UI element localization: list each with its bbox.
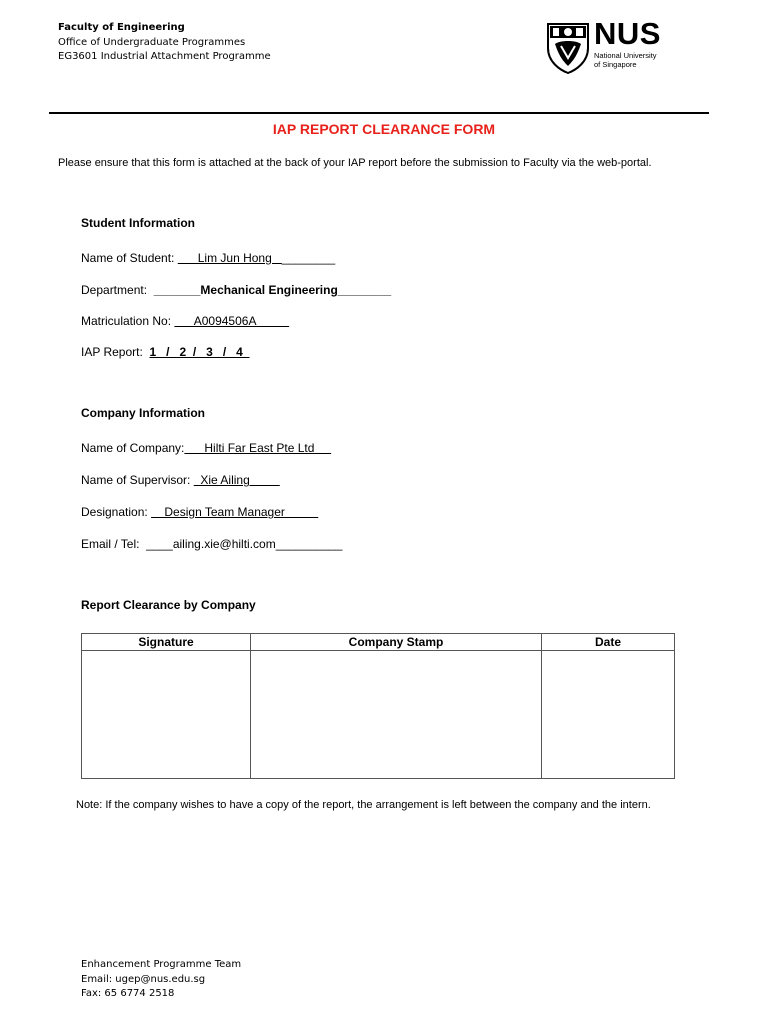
footer-contact [81, 958, 241, 1002]
department-label: Department: [81, 283, 154, 297]
document-header [58, 21, 271, 65]
matric-value[interactable]: A0094506A [174, 314, 290, 328]
signature-column-header: Signature [82, 634, 251, 651]
student-name-value[interactable]: Lim Jun Hong [177, 251, 282, 265]
matric-label: Matriculation No: [81, 314, 175, 328]
company-name-value[interactable]: Hilti Far East Pte Ltd [184, 441, 332, 455]
footer-team: Enhancement Programme Team [81, 959, 242, 970]
designation-row [81, 505, 318, 519]
nus-subtitle-1: National University [594, 51, 657, 60]
footer-email: Email: ugep@nus.edu.sg [81, 973, 206, 985]
matric-row [81, 314, 289, 328]
footer-fax: Fax: 65 6774 2518 [81, 988, 175, 999]
date-cell[interactable] [542, 651, 675, 779]
student-name-label: Name of Student: [81, 251, 178, 265]
email-value[interactable]: ____ailing.xie@hilti.com__________ [146, 537, 343, 551]
supervisor-label: Name of Supervisor: [81, 473, 194, 487]
nus-crest-icon [546, 22, 590, 79]
email-row [81, 537, 342, 551]
student-name-row [81, 251, 335, 265]
date-column-header: Date [542, 634, 675, 651]
note-text: Note: If the company wishes to have a copy of the report, the arrangement is left between the company and the intern. [76, 799, 651, 811]
email-label: Email / Tel: [81, 537, 147, 551]
nus-logo-text [594, 16, 661, 69]
form-instruction: Please ensure that this form is attached at the back of your IAP report before the submission to Faculty via the web-portal. [58, 157, 652, 169]
student-name-tail: ________ [281, 251, 336, 265]
student-info-heading: Student Information [81, 216, 195, 230]
department-value[interactable]: _______Mechanical Engineering________ [153, 283, 392, 297]
supervisor-value[interactable]: Xie Ailing [193, 473, 280, 487]
supervisor-row [81, 473, 280, 487]
office-name: Office of Undergraduate Programmes [58, 36, 246, 48]
company-name-row [81, 441, 331, 455]
form-title: IAP REPORT CLEARANCE FORM [272, 121, 496, 137]
designation-label: Designation: [81, 505, 152, 519]
department-row [81, 283, 391, 297]
signature-cell[interactable] [82, 651, 251, 779]
nus-subtitle-2: of Singapore [594, 60, 637, 69]
nus-wordmark: NUS [594, 16, 661, 51]
company-stamp-column-header: Company Stamp [251, 634, 542, 651]
designation-value[interactable]: Design Team Manager [151, 505, 319, 519]
company-info-heading: Company Information [81, 406, 206, 420]
header-divider [49, 112, 709, 114]
company-name-label: Name of Company: [81, 441, 185, 455]
faculty-name: Faculty of Engineering [58, 22, 185, 33]
iap-report-label: IAP Report: [81, 345, 150, 359]
programme-name: EG3601 Industrial Attachment Programme [58, 51, 271, 62]
iap-report-value[interactable]: 1 / 2 / 3 / 4 [149, 345, 250, 359]
clearance-table [81, 633, 675, 779]
iap-report-row [81, 345, 250, 359]
clearance-heading: Report Clearance by Company [81, 598, 256, 612]
company-stamp-cell[interactable] [251, 651, 542, 779]
